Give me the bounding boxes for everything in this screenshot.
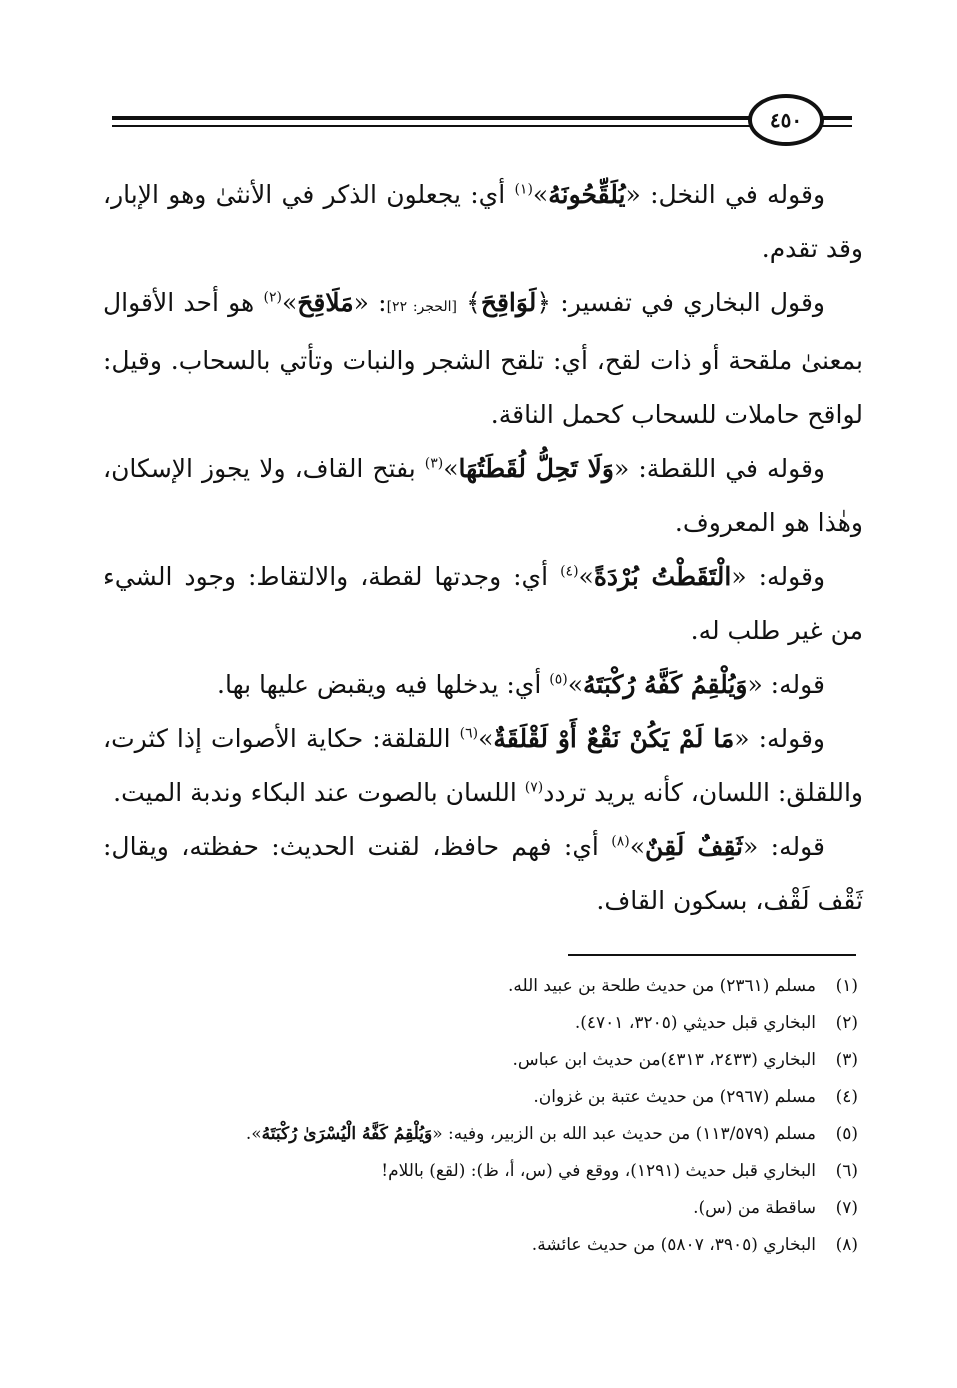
quoted-term: لَوَاقِحَ — [480, 288, 537, 317]
quoted-term: مَا لَمْ يَكُنْ نَقْعٌ أَوْ لَقْلَقَةٌ — [493, 724, 735, 753]
footnote-item — [110, 968, 858, 1005]
footnote-ref: (٢) — [263, 289, 282, 306]
footnote-item — [110, 1153, 858, 1190]
footnote-number: (٨) — [835, 1235, 858, 1255]
footnote-text — [110, 1116, 816, 1153]
text-run: اللقلقة: حكاية الأصوات إذا كثرت، واللقلق: اللسان، كأنه يريد تردد — [103, 724, 863, 807]
quoted-term: ثَقِفٌ لَقِنٌ — [645, 832, 743, 861]
text-run: » — [281, 288, 298, 317]
footnote-ref: (٤) — [560, 563, 579, 580]
main-text — [103, 168, 863, 928]
footnote-item — [110, 1005, 858, 1042]
footnote-text — [110, 1042, 816, 1079]
quoted-term: وَيُلْقِمُ كَفَّهُ رُكْبَتَهُ — [583, 670, 748, 699]
quran-reference: [الحجر: ٢٢] — [386, 299, 457, 315]
text-run: مسلم (١١٣/٥٧٩) من حديث عبد الله بن الزبير، وفيه: « — [432, 1124, 816, 1144]
text-run: قوله: « — [747, 670, 825, 699]
footnote-text — [110, 1153, 816, 1190]
text-run: » — [478, 724, 494, 753]
footnote-item — [110, 1227, 858, 1264]
paragraph-p4 — [103, 550, 863, 658]
text-run: وقول البخاري في تفسير: ﴿ — [536, 288, 825, 317]
footnote-number: (٥) — [835, 1124, 858, 1144]
paragraph-p1 — [103, 168, 863, 276]
quoted-term: الْتَقَطْتُ بُرْدَةً — [593, 562, 732, 591]
text-run: ». — [245, 1124, 262, 1144]
text-run: » — [532, 180, 549, 209]
quoted-term: وَلَا تَحِلُّ لُقَطَتُهَا — [458, 454, 614, 483]
header-rule-thin — [112, 125, 752, 127]
footnote-text — [110, 1190, 816, 1227]
text-run: هو أحد الأقوال بمعنىٰ ملقحة أو ذات لقح، أي: تلقح الشجر والنبات وتأتي بالسحاب. وقيل: لواقح حاملات للسحاب كحمل الناقة. — [103, 288, 863, 429]
footnote-divider — [568, 954, 856, 956]
footnote-text — [110, 1079, 816, 1116]
footnote-ref: (٧) — [524, 779, 544, 796]
page-header — [112, 92, 852, 152]
text-run: مسلم (٢٣٦١) من حديث طلحة بن عبيد الله. — [507, 976, 816, 996]
quoted-term: مَلَاقِحَ — [297, 288, 354, 317]
text-run: ﴾ — [456, 288, 481, 317]
footnote-item — [110, 1079, 858, 1116]
footnote-item — [110, 1190, 858, 1227]
footnote-number: (٢) — [835, 1013, 858, 1033]
text-run: مسلم (٢٩٦٧) من حديث عتبة بن غزوان. — [533, 1087, 816, 1107]
footnote-item — [110, 1042, 858, 1079]
text-run: أي: فهم حافظ، لقنت الحديث: حفظته، ويقال: ثَقْف لَقْف، بسكون القاف. — [103, 832, 863, 915]
footnote-number: (٤) — [835, 1087, 858, 1107]
text-run: وقوله في اللقطة: « — [613, 454, 826, 483]
footnote-ref: (٥) — [549, 671, 568, 688]
footnote-ref: (١) — [514, 181, 533, 198]
paragraph-p6 — [103, 712, 863, 820]
footnote-number: (٦) — [835, 1161, 858, 1181]
footnote-text — [110, 968, 816, 1005]
text-run: : « — [353, 288, 387, 317]
footnote-text — [110, 1005, 816, 1042]
footnote-ref: (٦) — [459, 725, 479, 742]
text-run: » — [567, 670, 584, 699]
text-run: أي: وجدتها لقطة، والالتقاط: وجود الشيء من غير طلب له. — [103, 562, 863, 645]
footnote-text — [110, 1227, 816, 1264]
text-run: » — [443, 454, 459, 483]
text-run: قوله: « — [742, 832, 825, 861]
paragraph-p7 — [103, 820, 863, 928]
text-run: وقوله: « — [731, 562, 826, 591]
header-rule — [112, 116, 752, 120]
text-run: وقوله في النخل: « — [625, 180, 826, 209]
footnote-item — [110, 1116, 858, 1153]
page-number: ٤٥٠ — [748, 94, 824, 146]
text-run: » — [578, 562, 594, 591]
text-run: البخاري (٣٩٠٥، ٥٨٠٧) من حديث عائشة. — [531, 1235, 816, 1255]
quoted-term: يُلَقِّحُونَهُ — [548, 180, 626, 209]
footnote-number: (٣) — [835, 1050, 858, 1070]
text-run: اللسان بالصوت عند البكاء وندبة الميت. — [113, 778, 525, 807]
paragraph-p3 — [103, 442, 863, 550]
footnotes — [110, 968, 858, 1264]
paragraph-p5 — [103, 658, 863, 712]
text-run: البخاري قبل حديث (١٢٩١)، ووقع في (س، أ، ظ): (لقع) باللام! — [381, 1161, 816, 1181]
text-run: البخاري قبل حديثي (٣٢٠٥، ٤٧٠١). — [574, 1013, 816, 1033]
text-run: البخاري (٢٤٣٣، ٤٣١٣)من حديث ابن عباس. — [512, 1050, 816, 1070]
footnote-ref: (٣) — [424, 455, 444, 472]
footnote-ref: (٨) — [611, 833, 630, 850]
paragraph-p2 — [103, 276, 863, 442]
text-run: وقوله: « — [734, 724, 826, 753]
text-run: ساقطة من (س). — [693, 1198, 816, 1218]
text-run: أي: يدخلها فيه ويقبض عليها بها. — [217, 670, 550, 699]
footnote-number: (٧) — [835, 1198, 858, 1218]
text-run: أي: يجعلون الذكر في الأنثىٰ وهو الإبار، وقد تقدم. — [103, 180, 863, 263]
text-run: » — [629, 832, 646, 861]
quoted-term: وَيُلْقِمُ كَفَّهُ الْيُسْرَىٰ رُكْبَتَهُ — [261, 1124, 433, 1144]
text-run: بفتح القاف، ولا يجوز الإسكان، وهٰذا هو المعروف. — [103, 454, 863, 537]
footnote-number: (١) — [835, 976, 858, 996]
